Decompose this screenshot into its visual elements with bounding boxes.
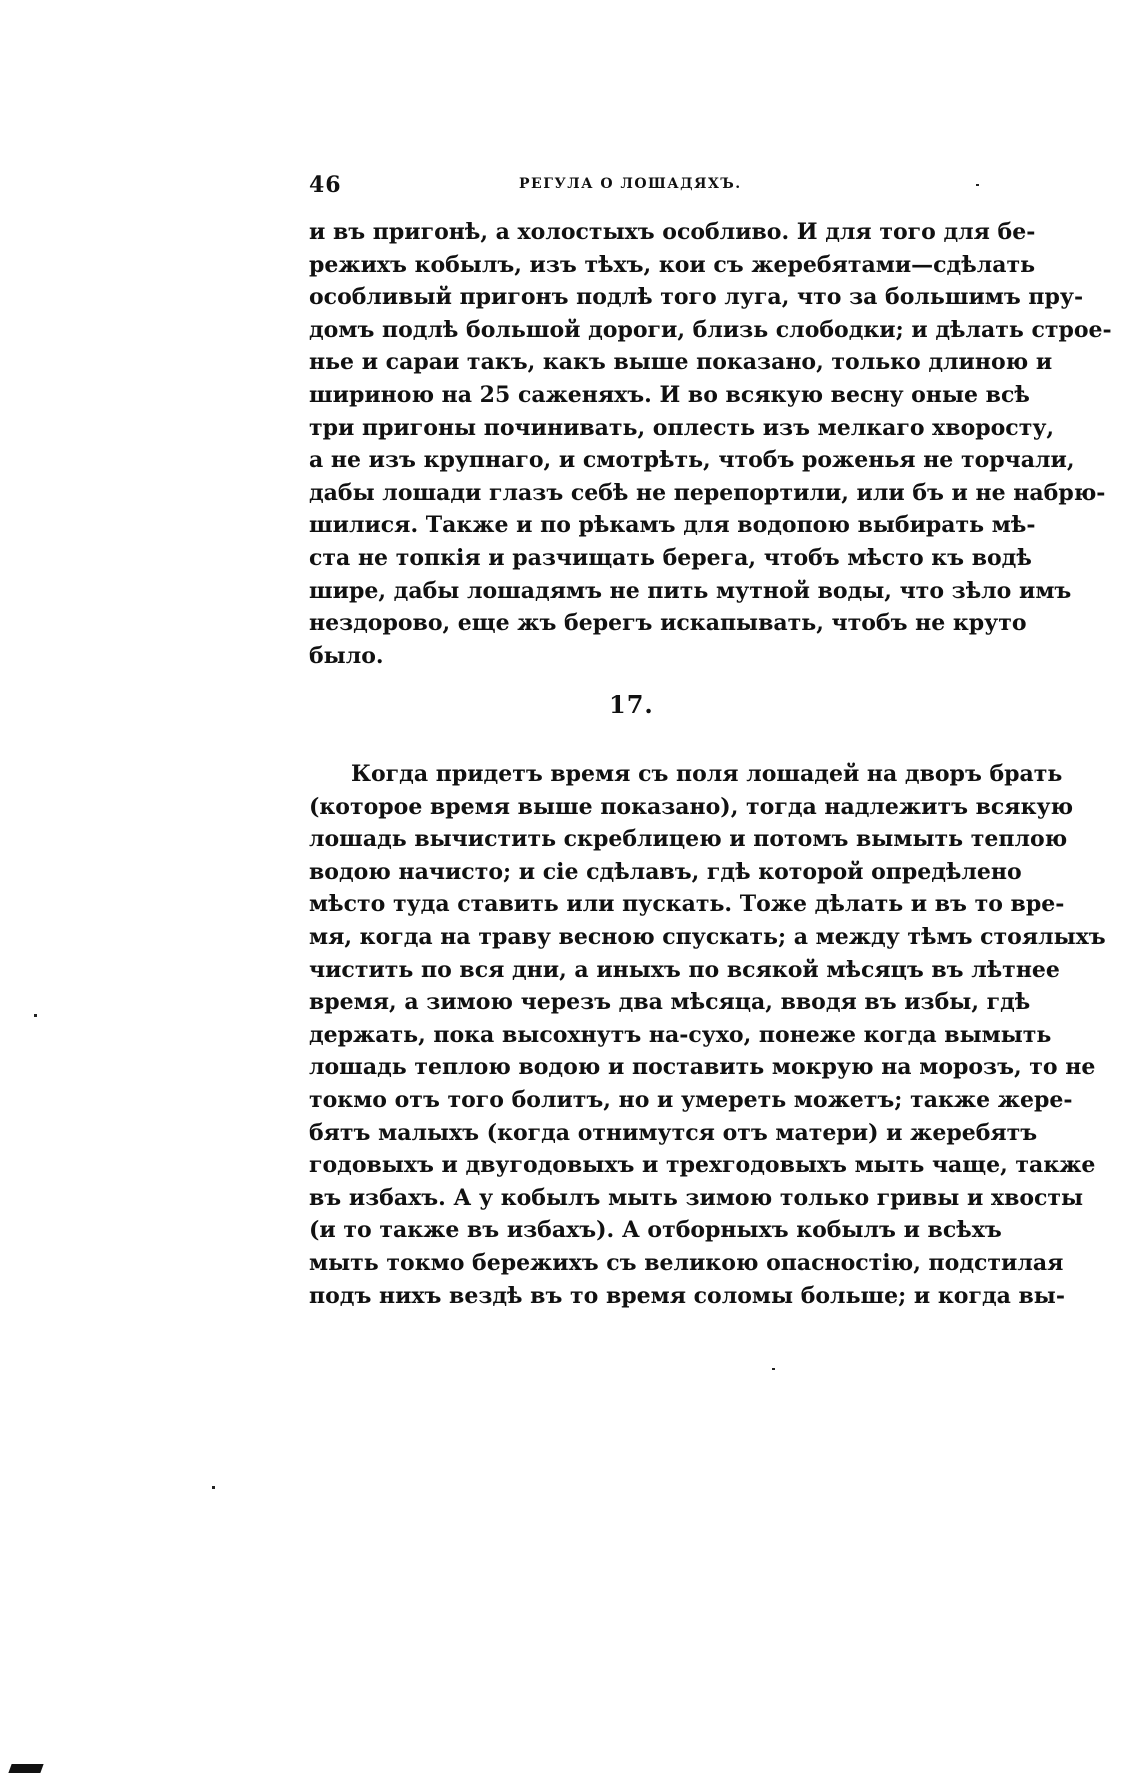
- text-line: (и то также въ избахъ). А отборныхъ кобылъ и всѣхъ: [309, 1217, 1002, 1244]
- text-line: время, а зимою черезъ два мѣсяца, вводя въ избы, гдѣ: [309, 989, 1031, 1016]
- text-line: режихъ кобылъ, изъ тѣхъ, кои съ жеребятами—сдѣлать: [309, 251, 1036, 278]
- text-line: мыть токмо бережихъ съ великою опасностію, подстилая: [309, 1249, 1064, 1276]
- text-line: въ избахъ. А у кобылъ мыть зимою только гривы и хвосты: [309, 1184, 1084, 1211]
- scan-speck: [212, 1486, 215, 1489]
- text-line: держать, пока высохнутъ на-сухо, понеже когда вымыть: [309, 1021, 1052, 1048]
- page-number: 46: [309, 172, 342, 198]
- scan-corner-mark: [8, 1764, 43, 1773]
- text-line: водою начисто; и сіе сдѣлавъ, гдѣ которой опредѣлено: [309, 858, 1022, 885]
- text-line: шилися. Также и по рѣкамъ для водопою выбирать мѣ-: [309, 512, 1036, 539]
- scan-speck: [34, 1014, 37, 1017]
- text-line: и въ пригонѣ, а холостыхъ особливо. И для того для бе-: [309, 219, 1036, 245]
- text-line: (которое время выше показано), тогда надлежитъ всякую: [309, 793, 1074, 820]
- text-line: шириною на 25 саженяхъ. И во всякую весну оные всѣ: [309, 381, 1030, 408]
- scan-speck: [976, 184, 979, 186]
- text-line: Когда придетъ время съ поля лошадей на дворъ брать: [351, 761, 1063, 787]
- text-line: шире, дабы лошадямъ не пить мутной воды, что зѣло имъ: [309, 577, 1072, 604]
- text-line: лошадь теплою водою и поставить мокрую на морозъ, то не: [309, 1054, 1096, 1081]
- running-head: РЕГУЛА О ЛОШАДЯХЪ.: [519, 176, 742, 192]
- text-line: годовыхъ и двугодовыхъ и трехгодовыхъ мыть чаще, также: [309, 1152, 1096, 1179]
- text-line: нездорово, еще жъ берегъ искапывать, чтобъ не круто: [309, 610, 1027, 637]
- paragraph-continuation: [309, 216, 1112, 672]
- paragraph-section-17: [309, 758, 1106, 1312]
- text-line: токмо отъ того болитъ, но и умереть можетъ; также жере-: [309, 1086, 1073, 1113]
- text-line: ста не топкія и разчищать берега, чтобъ мѣсто къ водѣ: [309, 544, 1032, 571]
- text-line: чистить по вся дни, а иныхъ по всякой мѣсяцъ въ лѣтнее: [309, 956, 1060, 983]
- text-line: дабы лошади глазъ себѣ не перепортили, или бъ и не набрю-: [309, 479, 1106, 506]
- page-header: [309, 172, 967, 202]
- text-line: нье и сараи такъ, какъ выше показано, только длиною и: [309, 349, 1053, 376]
- text-line: лошадь вычистить скреблицею и потомъ вымыть теплою: [309, 826, 1068, 853]
- scan-speck: [772, 1368, 775, 1370]
- text-line: бятъ малыхъ (когда отнимутся отъ матери) и жеребятъ: [309, 1119, 1038, 1146]
- text-line: три пригоны починивать, оплесть изъ мелкаго хворосту,: [309, 414, 1055, 441]
- text-line: а не изъ крупнаго, и смотрѣть, чтобъ роженья не торчали,: [309, 447, 1075, 474]
- section-number: 17.: [609, 690, 654, 719]
- text-line: домъ подлѣ большой дороги, близь слободки; и дѣлать строе-: [309, 316, 1112, 343]
- text-line: особливый пригонъ подлѣ того луга, что за большимъ пру-: [309, 284, 1084, 311]
- text-line: было.: [309, 642, 384, 669]
- text-line: подъ нихъ вездѣ въ то время соломы больше; и когда вы-: [309, 1282, 1065, 1309]
- text-line: мя, когда на траву весною спускать; а между тѣмъ стоялыхъ: [309, 923, 1106, 950]
- text-line: мѣсто туда ставить или пускать. Тоже дѣлать и въ то вре-: [309, 891, 1065, 918]
